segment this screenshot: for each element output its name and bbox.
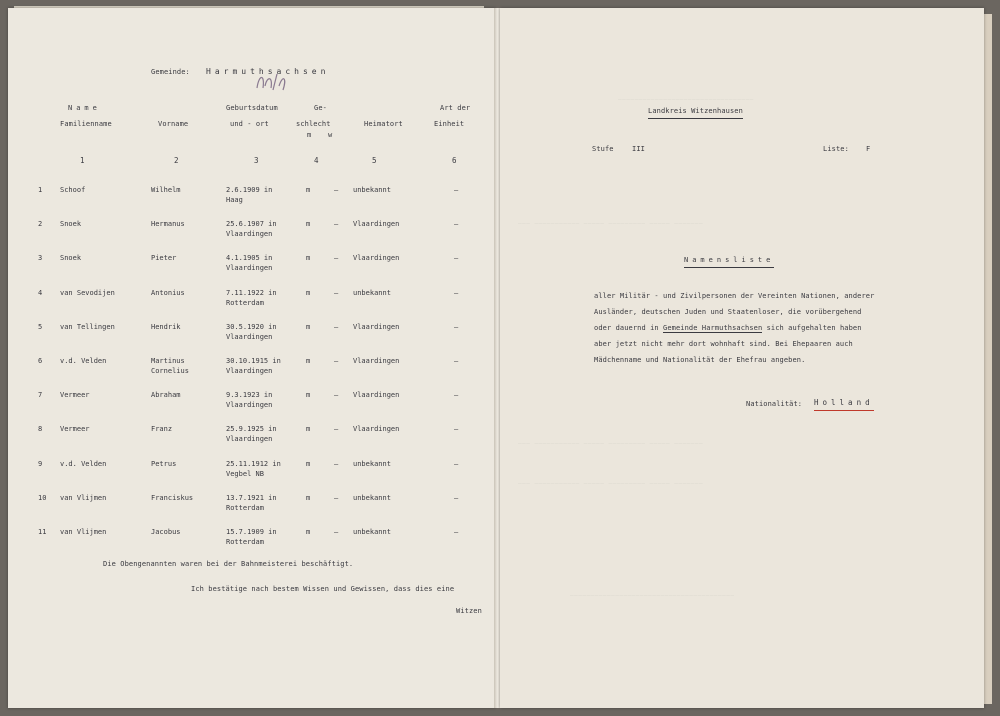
nationality-value: Holland xyxy=(814,398,874,411)
gemeinde-name-inline: Gemeinde Harmuthsachsen xyxy=(663,324,763,332)
familienname-cell: Snoek xyxy=(60,254,82,262)
row-number: 5 xyxy=(38,323,43,331)
footnote: Die Obengenannten waren bei der Bahnmeisterei beschäftigt. xyxy=(103,560,354,568)
familienname-cell: van Sevodijen xyxy=(60,289,115,297)
geschlecht-cell: m xyxy=(306,357,311,365)
signature-fragment: Witzen xyxy=(456,607,482,615)
heimatort-cell: Vlaardingen xyxy=(353,323,400,331)
geburt-date-cell: 7.11.1922 in xyxy=(226,289,277,297)
namensliste-title: Namensliste xyxy=(684,256,774,268)
row-number: 11 xyxy=(38,528,47,536)
col-geschlecht-header: schlecht xyxy=(296,120,331,128)
vorname-cell: Jacobus xyxy=(151,528,181,536)
geburt-date-cell: 13.7.1921 in xyxy=(226,494,277,502)
col-geschlecht-w: w xyxy=(328,131,333,139)
row-number: 2 xyxy=(38,220,43,228)
vorname-cell: Abraham xyxy=(151,391,181,399)
geschlecht-w-dash: – xyxy=(334,391,339,399)
row-number: 8 xyxy=(38,425,43,433)
heimatort-cell: Vlaardingen xyxy=(353,220,400,228)
col-geschlecht-m: m xyxy=(307,131,312,139)
vorname-cell: Petrus xyxy=(151,460,177,468)
confirmation-text: Ich bestätige nach bestem Wissen und Gewissen, dass dies eine xyxy=(191,585,455,593)
row-number: 7 xyxy=(38,391,43,399)
einheit-cell: — xyxy=(454,494,459,502)
heimatort-cell: Vlaardingen xyxy=(353,425,400,433)
einheit-cell: — xyxy=(454,254,459,262)
col-familienname-header: Familienname xyxy=(60,120,112,128)
right-page xyxy=(500,8,984,708)
geschlecht-cell: m xyxy=(306,391,311,399)
geburt-ort-cell: Vlaardingen xyxy=(226,367,273,375)
familienname-cell: v.d. Velden xyxy=(60,357,107,365)
geschlecht-cell: m xyxy=(306,186,311,194)
geburt-date-cell: 25.6.1907 in xyxy=(226,220,277,228)
geburt-ort-cell: Haag xyxy=(226,196,243,204)
landkreis-title: Landkreis Witzenhausen xyxy=(648,107,743,119)
einheit-cell: — xyxy=(454,528,459,536)
vorname-cell: Franz xyxy=(151,425,173,433)
geburt-date-cell: 30.5.1920 in xyxy=(226,323,277,331)
geschlecht-w-dash: – xyxy=(334,289,339,297)
familienname-cell: van Vlijmen xyxy=(60,528,107,536)
familienname-cell: van Tellingen xyxy=(60,323,115,331)
geschlecht-cell: m xyxy=(306,528,311,536)
col-number-4: 4 xyxy=(314,156,319,165)
familienname-cell: Snoek xyxy=(60,220,82,228)
geburt-date-cell: 9.3.1923 in xyxy=(226,391,273,399)
liste-value: F xyxy=(866,145,871,153)
einheit-cell: — xyxy=(454,357,459,365)
heimatort-cell: Vlaardingen xyxy=(353,254,400,262)
bleed-through-text: ––––––––––––––––––––––––––––––––– xyxy=(618,96,754,103)
geburt-ort-cell: Vlaardingen xyxy=(226,401,273,409)
row-number: 9 xyxy=(38,460,43,468)
gemeinde-value: Harmuthsachsen xyxy=(206,67,330,76)
einheit-cell: — xyxy=(454,220,459,228)
einheit-cell: — xyxy=(454,186,459,194)
description-line-4: aber jetzt nicht mehr dort wohnhaft sind. Bei Ehepaaren auch xyxy=(594,340,853,348)
geschlecht-w-dash: – xyxy=(334,528,339,536)
geburt-ort-cell: Vlaardingen xyxy=(226,333,273,341)
geburt-ort-cell: Vlaardingen xyxy=(226,264,273,272)
heimatort-cell: Vlaardingen xyxy=(353,391,400,399)
col-geschlecht-header-top: Ge- xyxy=(314,104,327,112)
col-number-6: 6 xyxy=(452,156,457,165)
vorname-cell: Hermanus xyxy=(151,220,185,228)
bleed-through-text: ––– ––––––––––– ––––– ––––––––– ––––– ––––––– xyxy=(518,480,704,487)
vorname-cell: Franciskus xyxy=(151,494,194,502)
description-line-1: aller Militär - und Zivilpersonen der Vereinten Nationen, anderer xyxy=(594,292,875,300)
col-number-1: 1 xyxy=(80,156,85,165)
heimatort-cell: unbekannt xyxy=(353,186,391,194)
description-line-2: Ausländer, deutschen Juden und Staatenloser, die vorübergehend xyxy=(594,308,862,316)
heimatort-cell: unbekannt xyxy=(353,528,391,536)
geschlecht-w-dash: – xyxy=(334,186,339,194)
vorname-cell-line2: Cornelius xyxy=(151,367,189,375)
geschlecht-cell: m xyxy=(306,289,311,297)
bleed-through-text: ––– ––––––––––– ––––– ––––––––– ––––– ––––––– xyxy=(518,440,704,447)
vorname-cell: Antonius xyxy=(151,289,185,297)
vorname-cell: Hendrik xyxy=(151,323,181,331)
geburt-date-cell: 25.9.1925 in xyxy=(226,425,277,433)
description-line-5: Mädchenname und Nationalität der Ehefrau angeben. xyxy=(594,356,806,364)
vorname-cell: Pieter xyxy=(151,254,177,262)
geschlecht-w-dash: – xyxy=(334,220,339,228)
geschlecht-cell: m xyxy=(306,323,311,331)
familienname-cell: v.d. Velden xyxy=(60,460,107,468)
right-page-edge xyxy=(984,14,992,704)
heimatort-cell: Vlaardingen xyxy=(353,357,400,365)
einheit-cell: — xyxy=(454,460,459,468)
geschlecht-w-dash: – xyxy=(334,494,339,502)
geschlecht-cell: m xyxy=(306,254,311,262)
col-number-3: 3 xyxy=(254,156,259,165)
familienname-cell: Schoof xyxy=(60,186,86,194)
description-line-3: oder dauernd in Gemeinde Harmuthsachsen sich aufgehalten haben xyxy=(594,324,862,332)
geburt-ort-cell: Vlaardingen xyxy=(226,230,273,238)
familienname-cell: van Vlijmen xyxy=(60,494,107,502)
geschlecht-w-dash: – xyxy=(334,323,339,331)
geschlecht-cell: m xyxy=(306,460,311,468)
einheit-cell: — xyxy=(454,391,459,399)
einheit-cell: — xyxy=(454,425,459,433)
liste-label: Liste: xyxy=(823,145,849,153)
col-number-2: 2 xyxy=(174,156,179,165)
vorname-cell: Martinus xyxy=(151,357,185,365)
heimatort-cell: unbekannt xyxy=(353,460,391,468)
geburt-date-cell: 4.1.1905 in xyxy=(226,254,273,262)
nationality-label: Nationalität: xyxy=(746,400,803,408)
geschlecht-w-dash: – xyxy=(334,254,339,262)
pencil-annotation xyxy=(253,68,291,96)
geburt-ort-cell: Rotterdam xyxy=(226,299,264,307)
col-geburtsort-header: und - ort xyxy=(230,120,269,128)
bleed-through-text: ––– ––––––––––– ––––– ––––––––– ––––– ––––––– xyxy=(518,220,704,227)
geburt-date-cell: 25.11.1912 in xyxy=(226,460,281,468)
heimatort-cell: unbekannt xyxy=(353,494,391,502)
geschlecht-cell: m xyxy=(306,220,311,228)
col-einheit-header-top: Art der xyxy=(440,104,471,112)
col-number-5: 5 xyxy=(372,156,377,165)
geburt-ort-cell: Vlaardingen xyxy=(226,435,273,443)
gemeinde-label: Gemeinde: xyxy=(151,68,190,76)
geburt-date-cell: 2.6.1909 in xyxy=(226,186,273,194)
geschlecht-cell: m xyxy=(306,425,311,433)
row-number: 6 xyxy=(38,357,43,365)
familienname-cell: Vermeer xyxy=(60,391,90,399)
col-geburtsdatum-header: Geburtsdatum xyxy=(226,104,278,112)
row-number: 3 xyxy=(38,254,43,262)
col-einheit-header: Einheit xyxy=(434,120,465,128)
geschlecht-cell: m xyxy=(306,494,311,502)
einheit-cell: — xyxy=(454,323,459,331)
col-vorname-header: Vorname xyxy=(158,120,189,128)
geburt-date-cell: 15.7.1909 in xyxy=(226,528,277,536)
stufe-label: Stufe xyxy=(592,145,614,153)
row-number: 10 xyxy=(38,494,47,502)
geschlecht-w-dash: – xyxy=(334,357,339,365)
geburt-ort-cell: Rotterdam xyxy=(226,504,264,512)
row-number: 1 xyxy=(38,186,43,194)
stufe-value: III xyxy=(632,145,645,153)
geschlecht-w-dash: – xyxy=(334,425,339,433)
geburt-ort-cell: Vegbel NB xyxy=(226,470,264,478)
bleed-through-text: –––––––––––––––––––––––––––––––––––––––– xyxy=(570,592,735,599)
geburt-ort-cell: Rotterdam xyxy=(226,538,264,546)
vorname-cell: Wilhelm xyxy=(151,186,181,194)
row-number: 4 xyxy=(38,289,43,297)
col-name-header: Name xyxy=(68,104,101,112)
geburt-date-cell: 30.10.1915 in xyxy=(226,357,281,365)
left-page xyxy=(8,8,496,708)
geschlecht-w-dash: – xyxy=(334,460,339,468)
col-heimatort-header: Heimatort xyxy=(364,120,403,128)
familienname-cell: Vermeer xyxy=(60,425,90,433)
heimatort-cell: unbekannt xyxy=(353,289,391,297)
einheit-cell: — xyxy=(454,289,459,297)
